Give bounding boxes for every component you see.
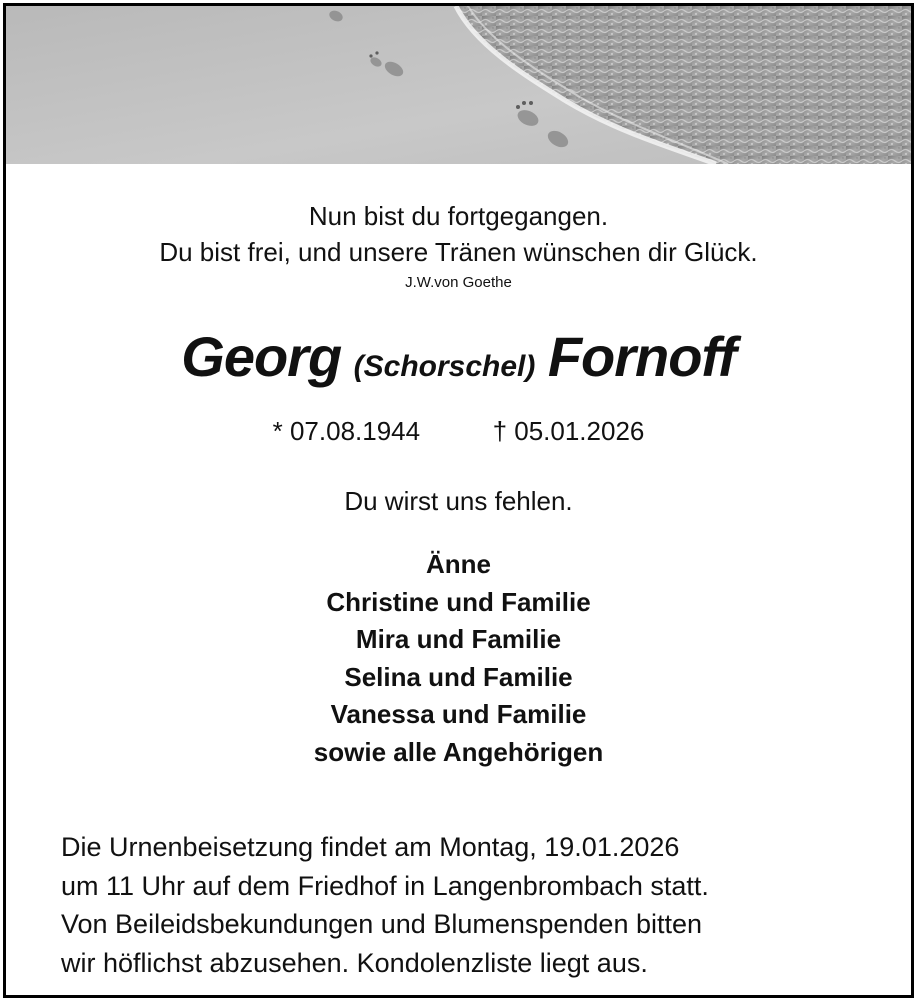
deceased-name	[6, 324, 911, 389]
notice-line: Die Urnenbeisetzung findet am Montag, 19.01.2026	[61, 832, 680, 862]
mourner: sowie alle Angehörigen	[313, 736, 604, 767]
obituary-notice	[3, 3, 914, 998]
birth-date: * 07.08.1944	[272, 416, 421, 446]
poem-line: Du bist frei, und unsere Tränen wünschen dir Glück.	[159, 237, 758, 267]
life-dates	[6, 416, 911, 447]
funeral-notice	[61, 828, 881, 982]
death-date: † 05.01.2026	[492, 416, 645, 446]
notice-line: um 11 Uhr auf dem Friedhof in Langenbrombach statt.	[61, 870, 709, 901]
mourner: Selina und Familie	[344, 661, 573, 692]
last-name: Fornoff	[547, 325, 736, 388]
beach-footprints-image	[6, 6, 911, 164]
poem	[6, 198, 911, 270]
beach-footprints-illustration	[6, 6, 911, 164]
poem-line: Nun bist du fortgegangen.	[308, 201, 609, 231]
mourner: Christine und Familie	[326, 586, 591, 617]
nickname: (Schorschel)	[353, 350, 536, 383]
mourners-list	[6, 546, 911, 771]
farewell-text: Du wirst uns fehlen.	[344, 486, 573, 516]
notice-line: wir höflichst abzusehen. Kondolenzliste liegt aus.	[61, 947, 648, 978]
notice-line: Von Beileidsbekundungen und Blumenspenden bitten	[61, 909, 703, 939]
mourner: Vanessa und Familie	[330, 699, 587, 729]
mourner: Änne	[426, 549, 491, 579]
mourner: Mira und Familie	[355, 624, 562, 654]
poem-attribution: J.W.von Goethe	[405, 274, 512, 291]
first-name: Georg	[181, 325, 342, 388]
